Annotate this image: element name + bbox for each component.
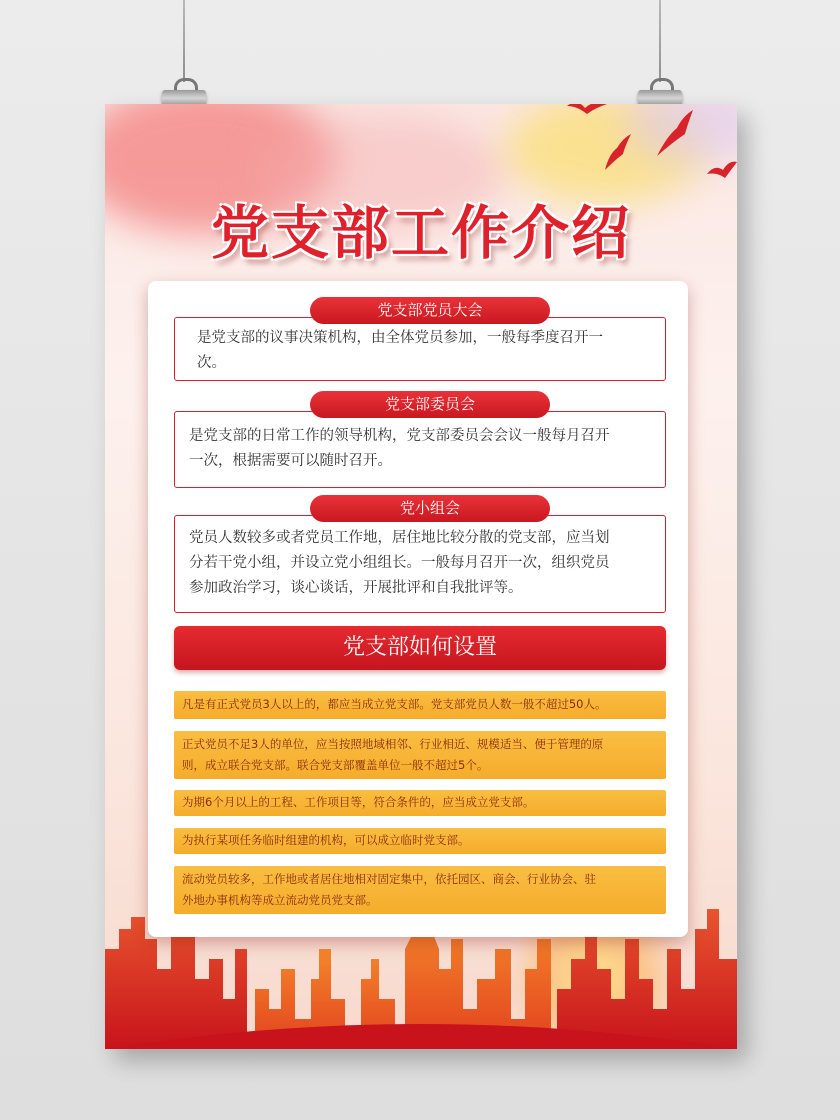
- section-heading-party-meeting: 党支部党员大会: [310, 297, 550, 324]
- section-body-committee: [174, 411, 666, 488]
- setup-item-line: 为执行某项任务临时组建的机构，可以成立临时党支部。: [182, 833, 470, 847]
- body-line: 是党支部的日常工作的领导机构，党支部委员会会议一般每月召开: [189, 428, 610, 444]
- bird-icon: [707, 160, 737, 180]
- right-string: [659, 0, 661, 82]
- bird-icon: [601, 134, 633, 170]
- section-body-group-meeting: [174, 515, 666, 613]
- body-line: 一次，根据需要可以随时召开。: [189, 453, 392, 469]
- content-card: [148, 281, 688, 937]
- bird-icon: [655, 110, 695, 158]
- body-line: 分若干党小组，并设立党小组组长。一般每月召开一次，组织党员: [189, 555, 610, 571]
- setup-item: [174, 691, 666, 719]
- setup-heading: 党支部如何设置: [174, 626, 666, 670]
- bird-icon: [567, 104, 607, 118]
- setup-item-line: 为期6个月以上的工程、工作项目等，符合条件的，应当成立党支部。: [182, 795, 535, 809]
- setup-item-line: 流动党员较多，工作地或者居住地相对固定集中，依托园区、商会、行业协会、驻: [182, 872, 596, 886]
- poster: [105, 104, 737, 1049]
- body-line: 次。: [197, 355, 226, 371]
- body-line: 是党支部的议事决策机构，由全体党员参加，一般每季度召开一: [197, 330, 603, 346]
- section-body-party-meeting: [174, 317, 666, 381]
- setup-item: [174, 828, 666, 854]
- section-heading-group-meeting: 党小组会: [310, 495, 550, 522]
- body-line: 参加政治学习，谈心谈话，开展批评和自我批评等。: [189, 580, 523, 596]
- left-string: [183, 0, 185, 82]
- setup-item-line: 外地办事机构等成立流动党员党支部。: [182, 893, 378, 907]
- setup-item: [174, 731, 666, 779]
- setup-item-line: 凡是有正式党员3人以上的，都应当成立党支部。党支部党员人数一般不超过50人。: [182, 697, 607, 711]
- setup-item: [174, 866, 666, 914]
- setup-item-line: 则，成立联合党支部。联合党支部覆盖单位一般不超过5个。: [182, 758, 489, 772]
- page-title: 党支部工作介绍: [210, 199, 631, 267]
- setup-item: [174, 790, 666, 816]
- body-line: 党员人数较多或者党员工作地，居住地比较分散的党支部，应当划: [189, 530, 610, 546]
- setup-item-line: 正式党员不足3人的单位，应当按照地域相邻、行业相近、规模适当、便于管理的原: [182, 737, 604, 751]
- section-heading-committee: 党支部委员会: [310, 391, 550, 418]
